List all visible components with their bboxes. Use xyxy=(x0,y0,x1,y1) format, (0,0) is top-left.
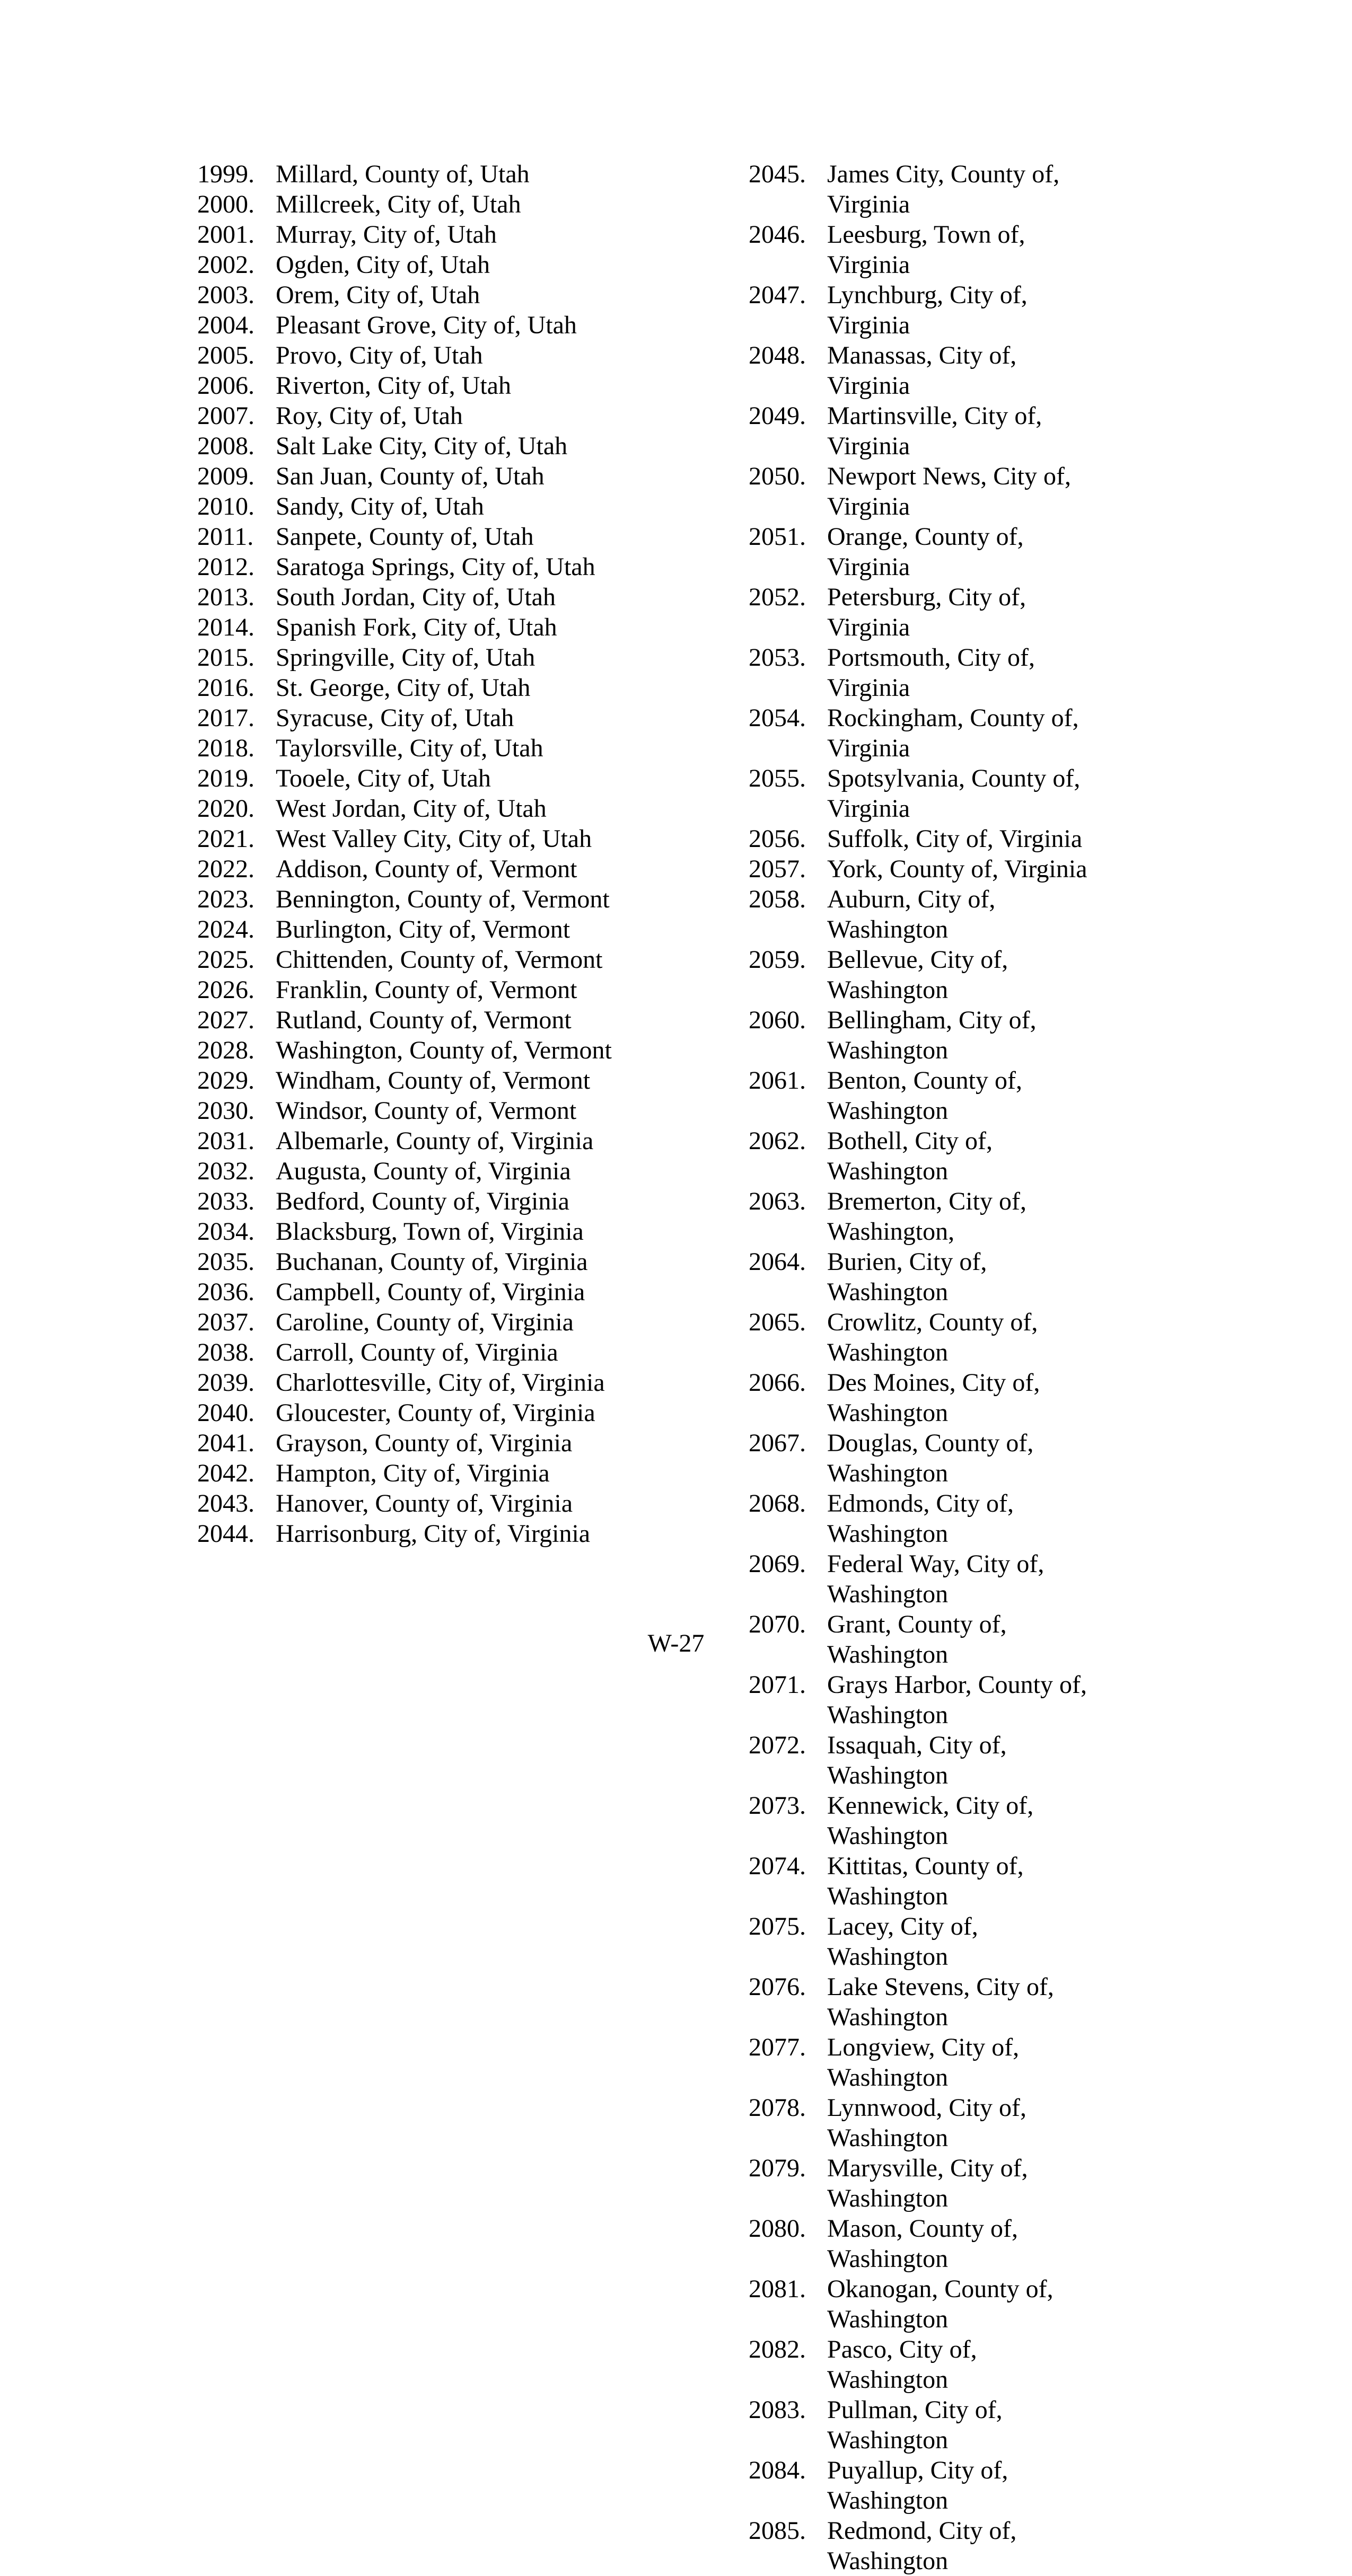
entry-name: Blacksburg, Town of, Virginia xyxy=(276,1218,584,1246)
entry-number: 2046. xyxy=(749,220,806,249)
entry-number: 2047. xyxy=(749,281,806,309)
entry-name: Tooele, City of, Utah xyxy=(276,764,491,792)
entry-name: Harrisonburg, City of, Virginia xyxy=(276,1520,591,1548)
entry-number: 2033. xyxy=(197,1187,254,1215)
list-item xyxy=(749,824,1226,854)
entry-number: 2064. xyxy=(749,1248,806,1276)
list-item xyxy=(749,1790,1226,1851)
entry-number: 2073. xyxy=(749,1792,806,1820)
list-item xyxy=(749,2334,1226,2395)
entry-number: 2051. xyxy=(749,523,806,551)
list-item xyxy=(197,250,727,280)
entry-number: 2060. xyxy=(749,1006,806,1034)
entry-name: Benton, County of, Washington xyxy=(827,1066,1022,1125)
entry-name: Syracuse, City of, Utah xyxy=(276,704,514,732)
entry-name: Saratoga Springs, City of, Utah xyxy=(276,553,595,581)
entry-name: St. George, City of, Utah xyxy=(276,674,531,702)
entry-name: Bennington, County of, Vermont xyxy=(276,885,610,913)
entry-number: 2040. xyxy=(197,1399,254,1427)
entry-number: 2001. xyxy=(197,220,254,249)
entry-number: 2082. xyxy=(749,2335,806,2363)
list-item xyxy=(749,642,1226,703)
list-item xyxy=(197,370,727,401)
entry-name: Millcreek, City of, Utah xyxy=(276,190,521,218)
entry-name: Roy, City of, Utah xyxy=(276,402,463,430)
list-item xyxy=(749,340,1226,401)
entry-number: 2059. xyxy=(749,946,806,974)
entry-number: 2083. xyxy=(749,2396,806,2424)
list-item xyxy=(749,522,1226,582)
entry-number: 2075. xyxy=(749,1912,806,1940)
entry-name: Crowlitz, County of, Washington xyxy=(827,1308,1038,1366)
entry-name: Riverton, City of, Utah xyxy=(276,372,511,400)
list-item xyxy=(197,1519,727,1549)
entry-number: 2085. xyxy=(749,2517,806,2545)
list-item xyxy=(197,310,727,340)
entry-name: Mason, County of, Washington xyxy=(827,2215,1018,2273)
entry-name: Windham, County of, Vermont xyxy=(276,1066,591,1095)
entry-number: 2035. xyxy=(197,1248,254,1276)
entry-name: Auburn, City of, Washington xyxy=(827,885,996,943)
list-item xyxy=(197,219,727,250)
entry-name: Lynchburg, City of, Virginia xyxy=(827,281,1028,339)
list-item xyxy=(197,642,727,673)
entry-number: 2049. xyxy=(749,402,806,430)
entry-name: Chittenden, County of, Vermont xyxy=(276,946,603,974)
entry-number: 2069. xyxy=(749,1550,806,1578)
entry-number: 2013. xyxy=(197,583,254,611)
entry-name: Rutland, County of, Vermont xyxy=(276,1006,572,1034)
list-item xyxy=(749,1911,1226,1972)
entry-name: Millard, County of, Utah xyxy=(276,160,530,188)
entry-name: Grant, County of, Washington xyxy=(827,1610,1007,1669)
entry-name: Pleasant Grove, City of, Utah xyxy=(276,311,577,339)
entry-name: San Juan, County of, Utah xyxy=(276,462,545,490)
list-item xyxy=(197,1186,727,1216)
entry-name: Issaquah, City of, Washington xyxy=(827,1731,1007,1789)
entry-name: Sanpete, County of, Utah xyxy=(276,523,534,551)
list-item xyxy=(197,582,727,612)
entry-name: Lynnwood, City of, Washington xyxy=(827,2094,1027,2152)
entry-number: 2000. xyxy=(197,190,254,218)
list-item xyxy=(197,1096,727,1126)
entry-name: West Valley City, City of, Utah xyxy=(276,825,592,853)
entry-number: 2054. xyxy=(749,704,806,732)
entry-name: Rockingham, County of, Virginia xyxy=(827,704,1079,762)
entry-name: Albemarle, County of, Virginia xyxy=(276,1127,594,1155)
entry-name: Newport News, City of, Virginia xyxy=(827,462,1071,521)
list-item xyxy=(749,280,1226,340)
entry-number: 2024. xyxy=(197,915,254,943)
entry-name: Windsor, County of, Vermont xyxy=(276,1097,577,1125)
list-item xyxy=(749,1670,1226,1730)
list-item xyxy=(749,2093,1226,2153)
list-item xyxy=(749,1851,1226,1911)
entry-number: 2027. xyxy=(197,1006,254,1034)
list-item xyxy=(749,1307,1226,1368)
entry-number: 2015. xyxy=(197,643,254,672)
list-item xyxy=(749,2395,1226,2455)
list-item xyxy=(197,1065,727,1096)
entry-number: 2009. xyxy=(197,462,254,490)
entry-name: Kittitas, County of, Washington xyxy=(827,1852,1024,1910)
list-item xyxy=(197,1156,727,1186)
entry-number: 2021. xyxy=(197,825,254,853)
list-item xyxy=(197,733,727,763)
list-item xyxy=(197,1307,727,1337)
list-item xyxy=(197,1216,727,1247)
entry-number: 2034. xyxy=(197,1218,254,1246)
list-item xyxy=(749,1186,1226,1247)
list-item xyxy=(197,884,727,914)
entry-name: Provo, City of, Utah xyxy=(276,341,483,369)
list-item xyxy=(749,219,1226,280)
entry-name: Portsmouth, City of, Virginia xyxy=(827,643,1035,702)
entry-number: 2062. xyxy=(749,1127,806,1155)
entry-number: 2036. xyxy=(197,1278,254,1306)
list-item xyxy=(197,1337,727,1368)
list-item xyxy=(749,2455,1226,2516)
list-item xyxy=(749,2153,1226,2213)
entry-number: 2017. xyxy=(197,704,254,732)
entry-number: 2077. xyxy=(749,2033,806,2061)
entry-name: Murray, City of, Utah xyxy=(276,220,497,249)
right-column-list xyxy=(749,159,1226,2576)
entry-name: Des Moines, City of, Washington xyxy=(827,1369,1040,1427)
list-item xyxy=(749,1428,1226,1488)
entry-number: 2056. xyxy=(749,825,806,853)
entry-number: 2028. xyxy=(197,1036,254,1064)
list-item xyxy=(749,763,1226,824)
entry-name: Carroll, County of, Virginia xyxy=(276,1338,558,1366)
entry-number: 2029. xyxy=(197,1066,254,1095)
entry-name: Salt Lake City, City of, Utah xyxy=(276,432,568,460)
list-item xyxy=(197,703,727,733)
list-item xyxy=(749,159,1226,219)
list-item xyxy=(749,2213,1226,2274)
entry-number: 2053. xyxy=(749,643,806,672)
entry-name: Martinsville, City of, Virginia xyxy=(827,402,1042,460)
entry-number: 2061. xyxy=(749,1066,806,1095)
entry-number: 2067. xyxy=(749,1429,806,1457)
entry-name: Federal Way, City of, Washington xyxy=(827,1550,1044,1608)
entry-name: Edmonds, City of, Washington xyxy=(827,1489,1014,1548)
list-item xyxy=(749,2274,1226,2334)
entry-number: 2004. xyxy=(197,311,254,339)
entry-number: 2006. xyxy=(197,372,254,400)
entry-number: 2012. xyxy=(197,553,254,581)
entry-name: Gloucester, County of, Virginia xyxy=(276,1399,595,1427)
entry-name: Washington, County of, Vermont xyxy=(276,1036,612,1064)
list-item xyxy=(197,401,727,431)
entry-name: Charlottesville, City of, Virginia xyxy=(276,1369,605,1397)
entry-name: South Jordan, City of, Utah xyxy=(276,583,556,611)
list-item xyxy=(749,2032,1226,2093)
entry-number: 2031. xyxy=(197,1127,254,1155)
list-item xyxy=(749,582,1226,642)
entry-name: Petersburg, City of, Virginia xyxy=(827,583,1026,641)
entry-number: 2052. xyxy=(749,583,806,611)
entry-name: Bellingham, City of, Washington xyxy=(827,1006,1037,1064)
entry-number: 2014. xyxy=(197,613,254,641)
entry-number: 2008. xyxy=(197,432,254,460)
list-item xyxy=(197,824,727,854)
entry-number: 2057. xyxy=(749,855,806,883)
entry-number: 2071. xyxy=(749,1671,806,1699)
entry-number: 1999. xyxy=(197,160,254,188)
entry-number: 2018. xyxy=(197,734,254,762)
entry-name: Pullman, City of, Washington xyxy=(827,2396,1003,2454)
list-item xyxy=(197,461,727,491)
entry-number: 2042. xyxy=(197,1459,254,1487)
list-item xyxy=(197,1247,727,1277)
list-item xyxy=(197,431,727,461)
entry-name: Lake Stevens, City of, Washington xyxy=(827,1973,1054,2031)
entry-number: 2043. xyxy=(197,1489,254,1518)
entry-number: 2072. xyxy=(749,1731,806,1759)
entry-name: Augusta, County of, Virginia xyxy=(276,1157,571,1185)
entry-name: Longview, City of, Washington xyxy=(827,2033,1020,2092)
entry-name: Lacey, City of, Washington xyxy=(827,1912,978,1971)
entry-number: 2010. xyxy=(197,492,254,521)
list-item xyxy=(749,2516,1226,2576)
entry-number: 2058. xyxy=(749,885,806,913)
list-item xyxy=(749,1065,1226,1126)
list-item xyxy=(197,612,727,642)
list-item xyxy=(197,1005,727,1035)
entry-number: 2055. xyxy=(749,764,806,792)
entry-number: 2016. xyxy=(197,674,254,702)
entry-name: Okanogan, County of, Washington xyxy=(827,2275,1053,2333)
list-item xyxy=(749,945,1226,1005)
entry-name: Addison, County of, Vermont xyxy=(276,855,577,883)
entry-name: Burien, City of, Washington xyxy=(827,1248,987,1306)
list-item xyxy=(197,522,727,552)
list-item xyxy=(197,793,727,824)
entry-name: James City, County of, Virginia xyxy=(827,160,1060,218)
entry-number: 2030. xyxy=(197,1097,254,1125)
entry-number: 2079. xyxy=(749,2154,806,2182)
list-item xyxy=(197,1035,727,1065)
entry-number: 2081. xyxy=(749,2275,806,2303)
entry-number: 2007. xyxy=(197,402,254,430)
list-item xyxy=(197,340,727,370)
entry-number: 2050. xyxy=(749,462,806,490)
list-item xyxy=(749,1730,1226,1790)
list-item xyxy=(197,491,727,522)
list-item xyxy=(197,1488,727,1519)
entry-number: 2002. xyxy=(197,251,254,279)
entry-number: 2063. xyxy=(749,1187,806,1215)
entry-number: 2048. xyxy=(749,341,806,369)
entry-name: Pasco, City of, Washington xyxy=(827,2335,977,2394)
entry-number: 2070. xyxy=(749,1610,806,1638)
entry-name: Douglas, County of, Washington xyxy=(827,1429,1034,1487)
entry-name: Orem, City of, Utah xyxy=(276,281,480,309)
entry-name: Sandy, City of, Utah xyxy=(276,492,484,521)
list-item xyxy=(749,401,1226,461)
list-item xyxy=(197,1368,727,1398)
entry-name: Springville, City of, Utah xyxy=(276,643,535,672)
entry-name: Campbell, County of, Virginia xyxy=(276,1278,585,1306)
entry-name: Kennewick, City of, Washington xyxy=(827,1792,1034,1850)
entry-number: 2023. xyxy=(197,885,254,913)
entry-number: 2039. xyxy=(197,1369,254,1397)
entry-name: Marysville, City of, Washington xyxy=(827,2154,1028,2212)
entry-number: 2084. xyxy=(749,2456,806,2484)
list-item xyxy=(749,1005,1226,1065)
entry-name: Bedford, County of, Virginia xyxy=(276,1187,569,1215)
list-item xyxy=(749,1488,1226,1549)
list-item xyxy=(197,552,727,582)
entry-name: Hampton, City of, Virginia xyxy=(276,1459,550,1487)
list-item xyxy=(749,1549,1226,1609)
list-item xyxy=(197,189,727,219)
entry-name: Manassas, City of, Virginia xyxy=(827,341,1017,400)
entry-number: 2065. xyxy=(749,1308,806,1336)
list-item xyxy=(197,854,727,884)
entry-name: Leesburg, Town of, Virginia xyxy=(827,220,1025,279)
list-item xyxy=(749,1247,1226,1307)
list-item xyxy=(749,703,1226,763)
entry-number: 2011. xyxy=(197,523,254,551)
entry-number: 2005. xyxy=(197,341,254,369)
list-item xyxy=(749,1368,1226,1428)
entry-number: 2068. xyxy=(749,1489,806,1518)
page-number: W-27 xyxy=(647,1629,705,1657)
entry-name: York, County of, Virginia xyxy=(827,855,1087,883)
entry-number: 2003. xyxy=(197,281,254,309)
entry-name: Bellevue, City of, Washington xyxy=(827,946,1008,1004)
entry-number: 2074. xyxy=(749,1852,806,1880)
entry-number: 2045. xyxy=(749,160,806,188)
entry-number: 2025. xyxy=(197,946,254,974)
entry-name: Hanover, County of, Virginia xyxy=(276,1489,573,1518)
left-column-list xyxy=(197,159,727,1549)
entry-name: Bremerton, City of, Washington, xyxy=(827,1187,1026,1246)
entry-name: Ogden, City of, Utah xyxy=(276,251,490,279)
list-item xyxy=(197,1398,727,1428)
entry-name: Bothell, City of, Washington xyxy=(827,1127,993,1185)
entry-name: Orange, County of, Virginia xyxy=(827,523,1024,581)
entry-number: 2037. xyxy=(197,1308,254,1336)
entry-number: 2019. xyxy=(197,764,254,792)
entry-name: Taylorsville, City of, Utah xyxy=(276,734,543,762)
entry-number: 2066. xyxy=(749,1369,806,1397)
list-item xyxy=(197,763,727,793)
entry-number: 2020. xyxy=(197,795,254,823)
list-item xyxy=(197,673,727,703)
entry-name: Spotsylvania, County of, Virginia xyxy=(827,764,1081,823)
entry-number: 2038. xyxy=(197,1338,254,1366)
entry-name: Puyallup, City of, Washington xyxy=(827,2456,1008,2515)
list-item xyxy=(749,884,1226,945)
list-item xyxy=(197,159,727,189)
list-item xyxy=(749,1126,1226,1186)
entry-number: 2076. xyxy=(749,1973,806,2001)
entry-name: Buchanan, County of, Virginia xyxy=(276,1248,588,1276)
list-item xyxy=(197,914,727,945)
entry-number: 2022. xyxy=(197,855,254,883)
entry-number: 2032. xyxy=(197,1157,254,1185)
entry-name: Redmond, City of, Washington xyxy=(827,2517,1017,2575)
list-item xyxy=(749,854,1226,884)
entry-number: 2044. xyxy=(197,1520,254,1548)
entry-number: 2041. xyxy=(197,1429,254,1457)
entry-name: West Jordan, City of, Utah xyxy=(276,795,547,823)
list-item xyxy=(197,945,727,975)
entry-name: Grays Harbor, County of, Washington xyxy=(827,1671,1087,1729)
entry-number: 2080. xyxy=(749,2215,806,2243)
list-item xyxy=(197,1126,727,1156)
list-item xyxy=(197,1458,727,1488)
entry-name: Spanish Fork, City of, Utah xyxy=(276,613,557,641)
entry-name: Grayson, County of, Virginia xyxy=(276,1429,573,1457)
entry-name: Suffolk, City of, Virginia xyxy=(827,825,1083,853)
list-item xyxy=(749,461,1226,522)
entry-number: 2026. xyxy=(197,976,254,1004)
entry-name: Franklin, County of, Vermont xyxy=(276,976,577,1004)
list-item xyxy=(197,975,727,1005)
entry-name: Caroline, County of, Virginia xyxy=(276,1308,574,1336)
entry-number: 2078. xyxy=(749,2094,806,2122)
list-item xyxy=(197,1428,727,1458)
list-item xyxy=(749,1972,1226,2032)
entry-name: Burlington, City of, Vermont xyxy=(276,915,570,943)
list-item xyxy=(197,280,727,310)
list-item xyxy=(197,1277,727,1307)
